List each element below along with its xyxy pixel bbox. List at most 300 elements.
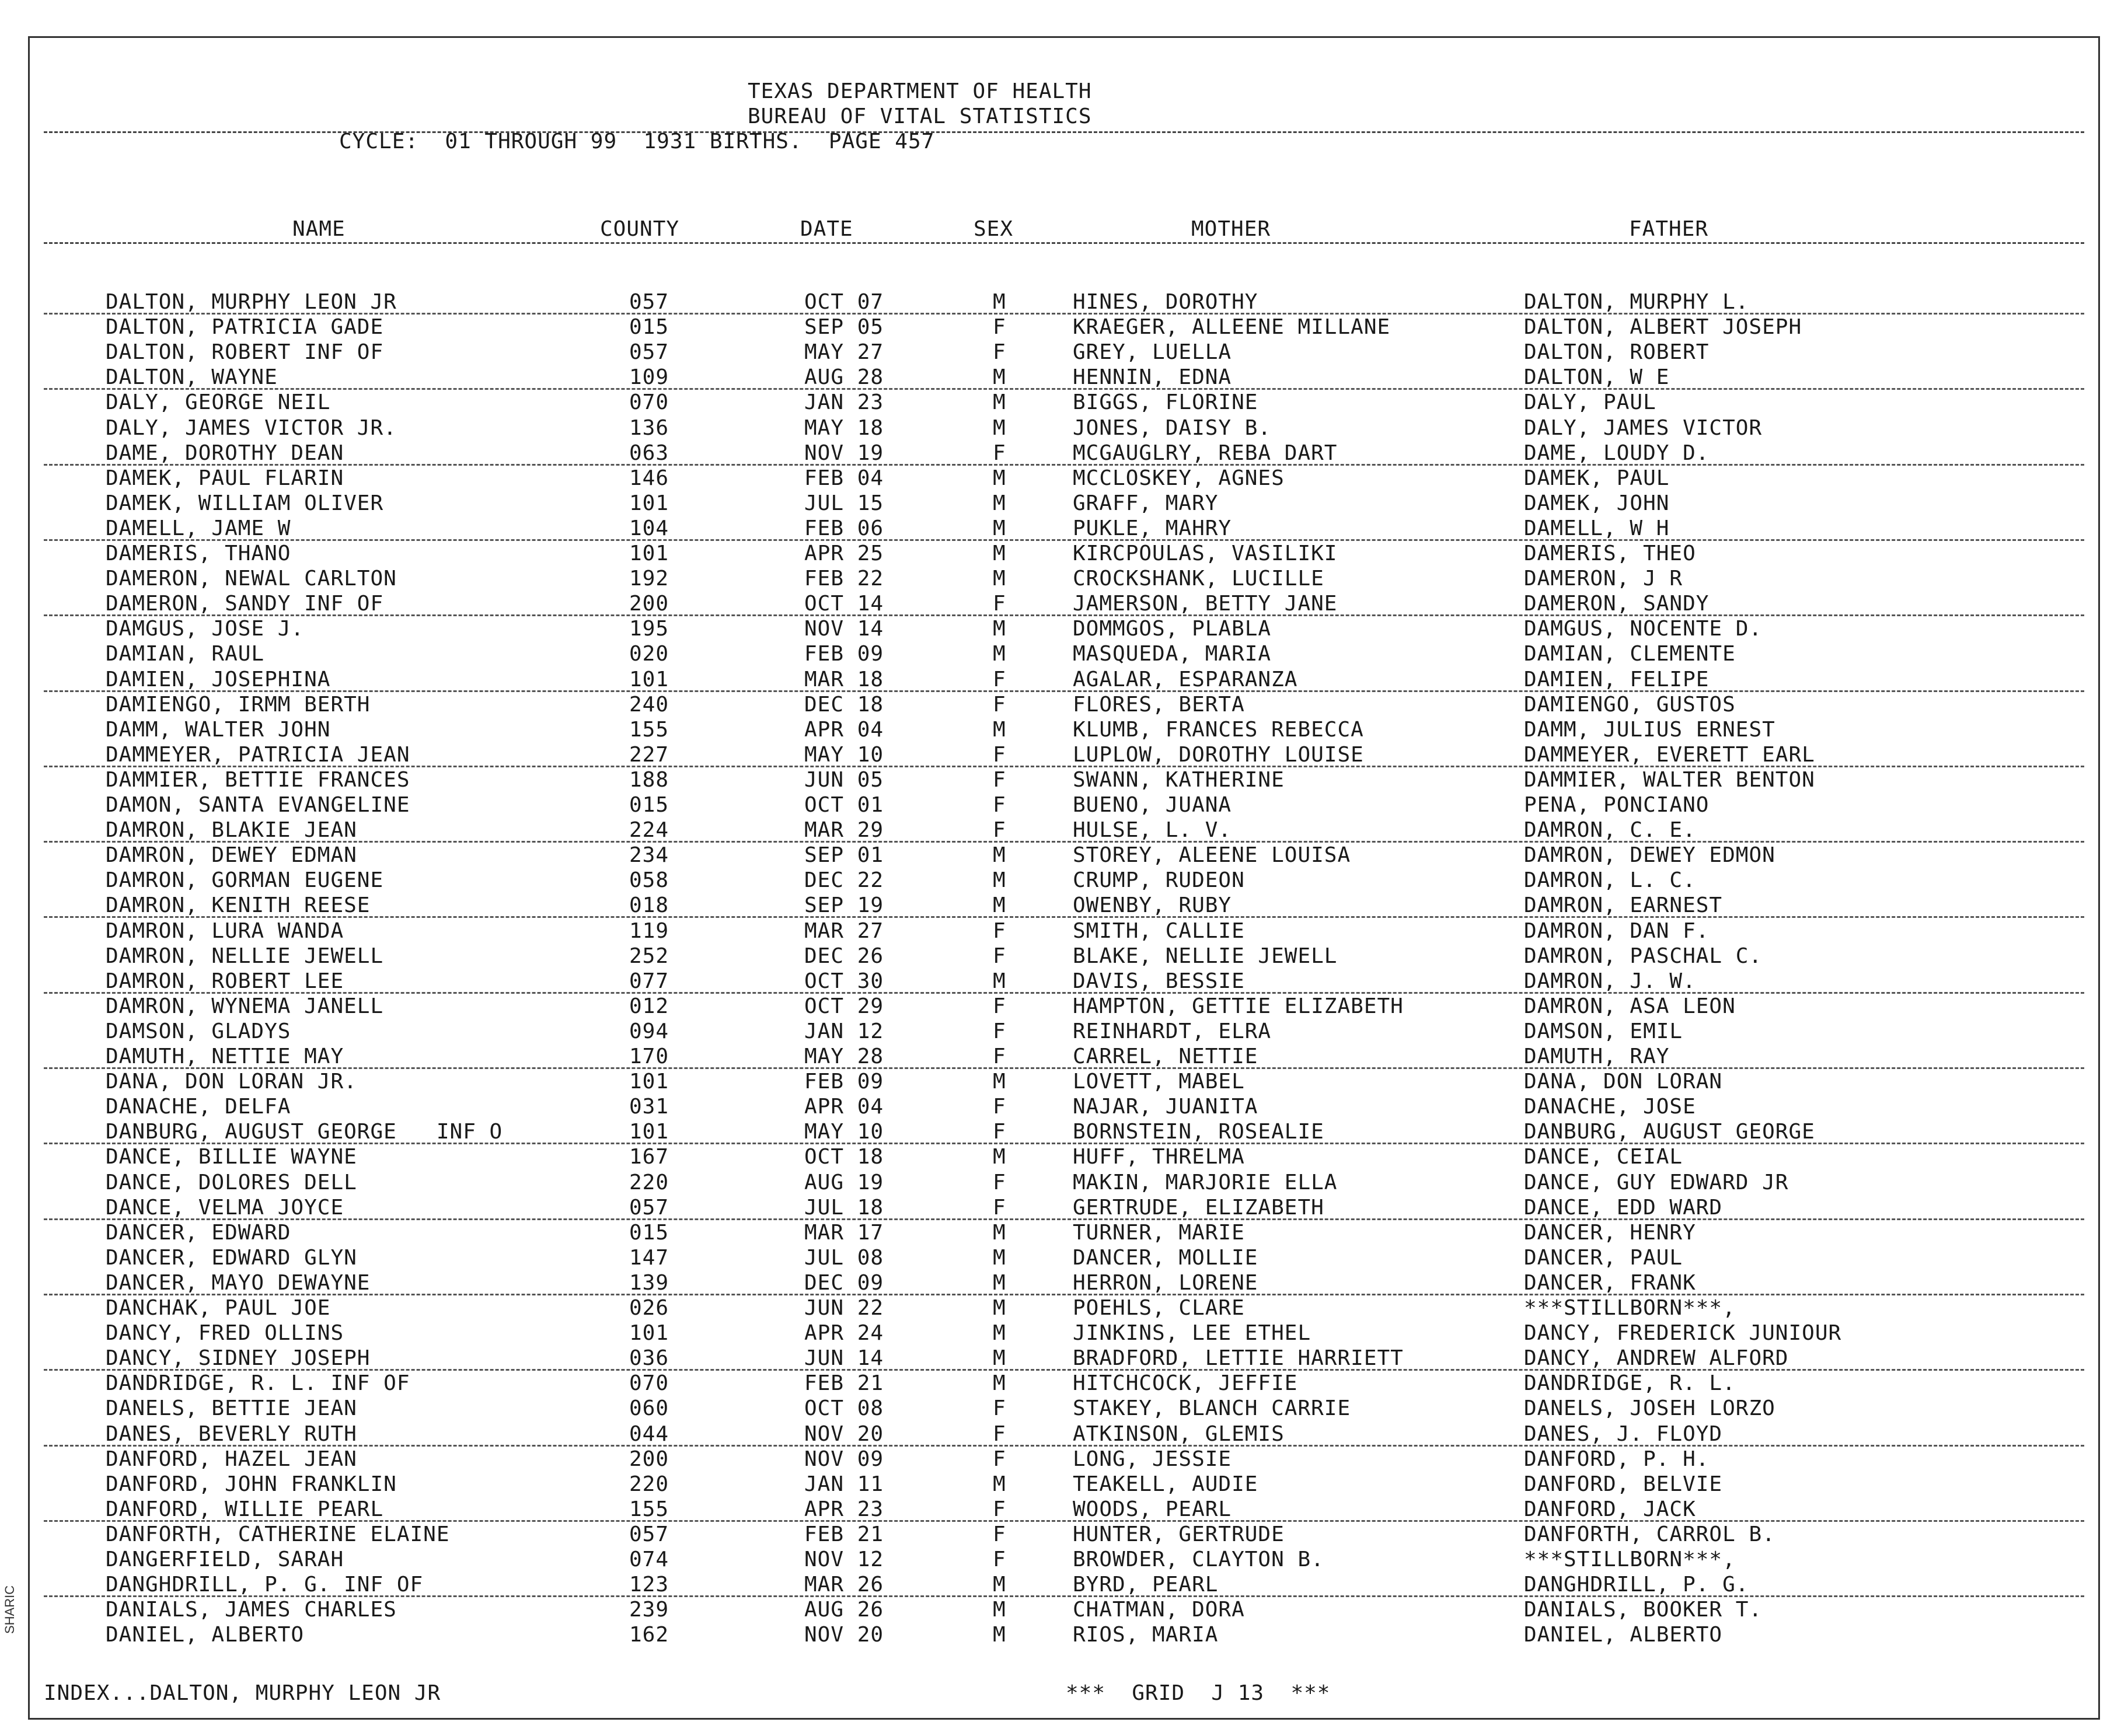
row-group-divider: [44, 1520, 2084, 1522]
cell-date: FEB 06: [804, 516, 884, 540]
cell-sex: M: [993, 1220, 1006, 1245]
table-row: [30, 1573, 2098, 1598]
cell-mother: HUNTER, GERTRUDE: [1073, 1522, 1285, 1546]
table-row: [30, 1322, 2098, 1347]
cell-sex: M: [993, 415, 1006, 440]
cell-county: 147: [629, 1245, 669, 1270]
cell-date: AUG 28: [804, 365, 884, 390]
cell-date: MAY 27: [804, 340, 884, 365]
cell-mother: CRUMP, RUDEON: [1073, 868, 1245, 893]
table-row: [30, 869, 2098, 894]
cell-name: DANFORD, HAZEL JEAN: [106, 1447, 357, 1471]
cell-date: JUN 05: [804, 767, 884, 792]
cell-county: 057: [629, 290, 669, 314]
cell-county: 123: [629, 1573, 669, 1597]
cell-name: DAMRON, GORMAN EUGENE: [106, 868, 384, 893]
cell-county: 057: [629, 1195, 669, 1220]
header-department: TEXAS DEPARTMENT OF HEALTH: [748, 79, 1092, 103]
cell-mother: NAJAR, JUANITA: [1073, 1095, 1258, 1119]
cell-county: 070: [629, 390, 669, 415]
cell-date: DEC 26: [804, 944, 884, 968]
cell-name: DAMGUS, JOSE J.: [106, 617, 305, 641]
cell-date: APR 25: [804, 542, 884, 565]
cell-mother: TURNER, MARIE: [1073, 1220, 1245, 1245]
row-group-divider: [44, 690, 2084, 692]
cell-father: DANFORD, JACK: [1524, 1497, 1696, 1521]
cell-date: FEB 09: [804, 642, 884, 666]
cell-father: DAMUTH, RAY: [1524, 1045, 1670, 1068]
cell-father: DAMSON, EMIL: [1524, 1019, 1683, 1043]
side-mark: SHARIC: [2, 1585, 17, 1634]
cell-county: 252: [629, 944, 669, 968]
cell-county: 170: [629, 1045, 669, 1068]
row-group-divider: [44, 1595, 2084, 1597]
cell-father: DAMRON, EARNEST: [1524, 893, 1723, 918]
cell-sex: F: [993, 818, 1006, 843]
cell-date: SEP 01: [804, 843, 884, 868]
cell-name: DALY, JAMES VICTOR JR.: [106, 415, 397, 440]
table-row: [30, 316, 2098, 341]
cell-father: DAMIEN, FELIPE: [1524, 667, 1710, 691]
cell-sex: M: [993, 365, 1006, 390]
cell-sex: M: [993, 893, 1006, 918]
row-group-divider: [44, 992, 2084, 994]
cell-name: DALTON, ROBERT INF OF: [106, 340, 384, 365]
cell-sex: F: [993, 1548, 1006, 1571]
row-group-divider: [44, 539, 2084, 541]
cell-name: DANFORTH, CATHERINE ELAINE: [106, 1522, 450, 1546]
row-group-divider: [44, 614, 2084, 616]
cell-county: 077: [629, 969, 669, 993]
cell-father: DANCE, EDD WARD: [1524, 1195, 1723, 1220]
cell-father: DANCER, HENRY: [1524, 1220, 1696, 1245]
cell-mother: STOREY, ALEENE LOUISA: [1073, 843, 1351, 868]
cell-mother: SWANN, KATHERINE: [1073, 767, 1285, 792]
cell-name: DAMIEN, JOSEPHINA: [106, 667, 331, 691]
cell-date: MAR 29: [804, 818, 884, 843]
cell-mother: KLUMB, FRANCES REBECCA: [1073, 717, 1364, 742]
cell-father: DAME, LOUDY D.: [1524, 441, 1710, 465]
cell-sex: M: [993, 1145, 1006, 1169]
cell-mother: BUENO, JUANA: [1073, 793, 1232, 817]
cell-sex: M: [993, 1070, 1006, 1094]
cell-mother: HERRON, LORENE: [1073, 1270, 1258, 1295]
cell-name: DAMRON, LURA WANDA: [106, 918, 344, 943]
cell-mother: MASQUEDA, MARIA: [1073, 642, 1272, 666]
cell-sex: F: [993, 944, 1006, 968]
cell-father: DALY, JAMES VICTOR: [1524, 415, 1763, 440]
cell-name: DAMRON, KENITH REESE: [106, 893, 371, 918]
cell-father: DANFORTH, CARROL B.: [1524, 1522, 1775, 1546]
cell-date: OCT 01: [804, 793, 884, 817]
row-group-divider: [44, 766, 2084, 767]
cell-mother: OWENBY, RUBY: [1073, 893, 1232, 918]
cell-mother: BYRD, PEARL: [1073, 1573, 1219, 1597]
cell-name: DAMRON, WYNEMA JANELL: [106, 994, 384, 1018]
cell-father: DANCY, FREDERICK JUNIOUR: [1524, 1321, 1842, 1346]
cell-mother: BRADFORD, LETTIE HARRIETT: [1073, 1346, 1404, 1371]
cell-father: DAMEK, PAUL: [1524, 466, 1670, 490]
cell-sex: M: [993, 567, 1006, 591]
cell-father: DANELS, JOSEH LORZO: [1524, 1396, 1775, 1421]
cell-name: DAMERON, NEWAL CARLTON: [106, 567, 397, 591]
cell-father: DAMRON, DEWEY EDMON: [1524, 843, 1775, 868]
cell-county: 188: [629, 767, 669, 792]
cell-father: DALY, PAUL: [1524, 390, 1656, 415]
header-cycle: CYCLE: 01 THROUGH 99 1931 BIRTHS. PAGE 457: [339, 130, 935, 153]
cell-mother: TEAKELL, AUDIE: [1073, 1472, 1258, 1496]
cell-father: DAMERIS, THEO: [1524, 542, 1696, 565]
cell-father: DAMERON, J R: [1524, 567, 1683, 591]
table-row: [30, 1272, 2098, 1297]
cell-sex: M: [993, 969, 1006, 993]
cell-father: DAMRON, DAN F.: [1524, 918, 1710, 943]
cell-father: DANES, J. FLOYD: [1524, 1421, 1723, 1446]
cell-mother: JAMERSON, BETTY JANE: [1073, 592, 1338, 616]
table-row: [30, 945, 2098, 970]
cell-sex: F: [993, 742, 1006, 767]
cell-date: APR 04: [804, 717, 884, 742]
cell-county: 060: [629, 1396, 669, 1421]
cell-name: DAMERON, SANDY INF OF: [106, 592, 384, 616]
cell-sex: M: [993, 1270, 1006, 1295]
row-group-divider: [44, 313, 2084, 315]
table-row: [30, 542, 2098, 567]
cell-county: 101: [629, 667, 669, 691]
cell-sex: M: [993, 1472, 1006, 1496]
row-group-divider: [44, 388, 2084, 390]
table-row: [30, 366, 2098, 391]
cell-name: DANELS, BETTIE JEAN: [106, 1396, 357, 1421]
cell-county: 220: [629, 1472, 669, 1496]
cell-sex: M: [993, 1346, 1006, 1371]
cell-sex: M: [993, 1623, 1006, 1647]
cell-county: 074: [629, 1548, 669, 1571]
cell-county: 139: [629, 1270, 669, 1295]
cell-name: DANFORD, WILLIE PEARL: [106, 1497, 384, 1521]
cell-sex: F: [993, 994, 1006, 1018]
cell-date: MAY 28: [804, 1045, 884, 1068]
cell-county: 101: [629, 542, 669, 565]
cell-date: JUL 18: [804, 1195, 884, 1220]
cell-county: 162: [629, 1623, 669, 1647]
cell-mother: DANCER, MOLLIE: [1073, 1245, 1258, 1270]
table-row: [30, 693, 2098, 718]
cell-county: 200: [629, 592, 669, 616]
cell-mother: PUKLE, MAHRY: [1073, 516, 1232, 540]
table-row: [30, 1397, 2098, 1422]
cell-date: APR 23: [804, 1497, 884, 1521]
cell-county: 224: [629, 818, 669, 843]
cell-sex: M: [993, 390, 1006, 415]
cell-father: DANCER, PAUL: [1524, 1245, 1683, 1270]
cell-date: OCT 30: [804, 969, 884, 993]
cell-county: 031: [629, 1095, 669, 1119]
column-header-father: FATHER: [1629, 217, 1709, 241]
table-row: [30, 1196, 2098, 1221]
column-header-name: NAME: [292, 217, 346, 241]
cell-county: 070: [629, 1371, 669, 1396]
document-frame: [28, 36, 2100, 1720]
table-row: [30, 668, 2098, 693]
cell-name: DALY, GEORGE NEIL: [106, 390, 331, 415]
table-row: [30, 769, 2098, 794]
table-row: [30, 844, 2098, 869]
cell-mother: MCCLOSKEY, AGNES: [1073, 466, 1285, 490]
cell-sex: M: [993, 516, 1006, 540]
cell-date: NOV 19: [804, 441, 884, 465]
cell-name: DANIALS, JAMES CHARLES: [106, 1598, 397, 1622]
cell-name: DALTON, PATRICIA GADE: [106, 315, 384, 340]
cell-mother: CARREL, NETTIE: [1073, 1045, 1258, 1068]
table-row: [30, 1498, 2098, 1523]
cell-sex: F: [993, 1396, 1006, 1421]
cell-county: 119: [629, 918, 669, 943]
cell-name: DANDRIDGE, R. L. INF OF: [106, 1371, 410, 1396]
cell-mother: HAMPTON, GETTIE ELIZABETH: [1073, 994, 1404, 1018]
cell-sex: F: [993, 1170, 1006, 1194]
cell-sex: M: [993, 868, 1006, 893]
table-row: [30, 291, 2098, 316]
cell-mother: GREY, LUELLA: [1073, 340, 1232, 365]
cell-mother: DAVIS, BESSIE: [1073, 969, 1245, 993]
cell-date: AUG 26: [804, 1598, 884, 1622]
cell-sex: F: [993, 1019, 1006, 1043]
table-row: [30, 995, 2098, 1020]
table-row: [30, 567, 2098, 592]
cell-county: 101: [629, 1321, 669, 1346]
cell-date: JUL 08: [804, 1245, 884, 1270]
cell-mother: JINKINS, LEE ETHEL: [1073, 1321, 1311, 1346]
table-row: [30, 1221, 2098, 1246]
cell-county: 192: [629, 567, 669, 591]
cell-mother: HUFF, THRELMA: [1073, 1145, 1245, 1169]
cell-county: 155: [629, 717, 669, 742]
cell-sex: M: [993, 642, 1006, 666]
cell-county: 063: [629, 441, 669, 465]
cell-father: ***STILLBORN***,: [1524, 1548, 1736, 1571]
cell-father: DANFORD, P. H.: [1524, 1447, 1710, 1471]
cell-date: OCT 08: [804, 1396, 884, 1421]
cell-father: DAMIAN, CLEMENTE: [1524, 642, 1736, 666]
cell-mother: STAKEY, BLANCH CARRIE: [1073, 1396, 1351, 1421]
table-row: [30, 1120, 2098, 1145]
cell-date: FEB 21: [804, 1371, 884, 1396]
cell-date: APR 04: [804, 1095, 884, 1119]
cell-date: APR 24: [804, 1321, 884, 1346]
cell-name: DANCY, SIDNEY JOSEPH: [106, 1346, 371, 1371]
cell-name: DAMEK, PAUL FLARIN: [106, 466, 344, 490]
table-row: [30, 642, 2098, 668]
cell-date: FEB 22: [804, 567, 884, 591]
cell-mother: BROWDER, CLAYTON B.: [1073, 1548, 1324, 1571]
cell-county: 015: [629, 1220, 669, 1245]
cell-father: DANIEL, ALBERTO: [1524, 1623, 1723, 1647]
cell-father: DAMGUS, NOCENTE D.: [1524, 617, 1763, 641]
table-row: [30, 1095, 2098, 1120]
cell-sex: F: [993, 1045, 1006, 1068]
cell-sex: F: [993, 918, 1006, 943]
cell-county: 239: [629, 1598, 669, 1622]
cell-name: DAMELL, JAME W: [106, 516, 291, 540]
cell-county: 101: [629, 1120, 669, 1144]
cell-mother: GERTRUDE, ELIZABETH: [1073, 1195, 1324, 1220]
cell-date: DEC 18: [804, 692, 884, 717]
cell-county: 136: [629, 415, 669, 440]
cell-name: DANCER, MAYO DEWAYNE: [106, 1270, 371, 1295]
cell-mother: HINES, DOROTHY: [1073, 290, 1258, 314]
table-row: [30, 1372, 2098, 1397]
column-header-sex: SEX: [974, 217, 1014, 241]
cell-mother: LOVETT, MABEL: [1073, 1070, 1245, 1094]
cell-sex: F: [993, 592, 1006, 616]
column-header-divider: [44, 242, 2084, 244]
cell-county: 101: [629, 491, 669, 515]
cell-name: DANA, DON LORAN JR.: [106, 1070, 357, 1094]
cell-father: ***STILLBORN***,: [1524, 1296, 1736, 1320]
cell-name: DANFORD, JOHN FRANKLIN: [106, 1472, 397, 1496]
cell-date: NOV 09: [804, 1447, 884, 1471]
table-row: [30, 617, 2098, 642]
cell-sex: M: [993, 491, 1006, 515]
table-row: [30, 1246, 2098, 1272]
column-header-date: DATE: [800, 217, 853, 241]
cell-date: MAY 18: [804, 415, 884, 440]
cell-date: JAN 23: [804, 390, 884, 415]
cell-name: DAMSON, GLADYS: [106, 1019, 291, 1043]
cell-sex: M: [993, 617, 1006, 641]
cell-mother: SMITH, CALLIE: [1073, 918, 1245, 943]
cell-sex: F: [993, 315, 1006, 340]
cell-sex: M: [993, 466, 1006, 490]
cell-sex: M: [993, 717, 1006, 742]
cell-name: DAME, DOROTHY DEAN: [106, 441, 344, 465]
cell-sex: F: [993, 1497, 1006, 1521]
cell-date: DEC 22: [804, 868, 884, 893]
cell-date: DEC 09: [804, 1270, 884, 1295]
cell-county: 015: [629, 315, 669, 340]
table-row: [30, 1020, 2098, 1045]
cell-father: DAMRON, L. C.: [1524, 868, 1696, 893]
cell-father: DALTON, MURPHY L.: [1524, 290, 1749, 314]
cell-county: 234: [629, 843, 669, 868]
cell-name: DANBURG, AUGUST GEORGE INF O: [106, 1120, 503, 1144]
table-row: [30, 1423, 2098, 1448]
cell-mother: MAKIN, MARJORIE ELLA: [1073, 1170, 1338, 1194]
table-row: [30, 794, 2098, 819]
cell-mother: POEHLS, CLARE: [1073, 1296, 1245, 1320]
cell-name: DANCER, EDWARD: [106, 1220, 291, 1245]
cell-date: NOV 20: [804, 1623, 884, 1647]
cell-father: DAMRON, J. W.: [1524, 969, 1696, 993]
cell-name: DAMRON, DEWEY EDMAN: [106, 843, 357, 868]
cell-mother: KIRCPOULAS, VASILIKI: [1073, 542, 1338, 565]
cell-date: JAN 12: [804, 1019, 884, 1043]
cell-mother: CHATMAN, DORA: [1073, 1598, 1245, 1622]
cell-date: AUG 19: [804, 1170, 884, 1194]
cell-father: DAMM, JULIUS ERNEST: [1524, 717, 1775, 742]
cell-mother: HENNIN, EDNA: [1073, 365, 1232, 390]
cell-date: JUN 22: [804, 1296, 884, 1320]
cell-date: NOV 14: [804, 617, 884, 641]
cell-sex: F: [993, 340, 1006, 365]
cell-name: DAMON, SANTA EVANGELINE: [106, 793, 410, 817]
cell-sex: F: [993, 441, 1006, 465]
cell-father: DAMMIER, WALTER BENTON: [1524, 767, 1815, 792]
table-row: [30, 1070, 2098, 1095]
cell-sex: F: [993, 1522, 1006, 1546]
cell-father: DAMRON, ASA LEON: [1524, 994, 1736, 1018]
table-row: [30, 1347, 2098, 1372]
cell-name: DAMUTH, NETTIE MAY: [106, 1045, 344, 1068]
cell-sex: M: [993, 290, 1006, 314]
cell-county: 036: [629, 1346, 669, 1371]
cell-sex: M: [993, 1598, 1006, 1622]
cell-mother: FLORES, BERTA: [1073, 692, 1245, 717]
table-row: [30, 1145, 2098, 1171]
cell-sex: F: [993, 667, 1006, 691]
cell-date: SEP 05: [804, 315, 884, 340]
cell-sex: F: [993, 1195, 1006, 1220]
cell-mother: RIOS, MARIA: [1073, 1623, 1219, 1647]
cell-date: OCT 14: [804, 592, 884, 616]
cell-county: 026: [629, 1296, 669, 1320]
cell-date: MAR 26: [804, 1573, 884, 1597]
table-row: [30, 442, 2098, 467]
cell-county: 101: [629, 1070, 669, 1094]
cell-mother: HITCHCOCK, JEFFIE: [1073, 1371, 1298, 1396]
cell-name: DANGHDRILL, P. G. INF OF: [106, 1573, 424, 1597]
cell-name: DAMMIER, BETTIE FRANCES: [106, 767, 410, 792]
column-header-county: COUNTY: [600, 217, 680, 241]
cell-father: DANCE, CEIAL: [1524, 1145, 1683, 1169]
cell-father: DANCY, ANDREW ALFORD: [1524, 1346, 1789, 1371]
cell-date: MAY 10: [804, 742, 884, 767]
cell-sex: F: [993, 1120, 1006, 1144]
cell-father: DANGHDRILL, P. G.: [1524, 1573, 1749, 1597]
table-row: [30, 970, 2098, 995]
cell-father: DAMRON, C. E.: [1524, 818, 1696, 843]
table-row: [30, 341, 2098, 366]
cell-county: 020: [629, 642, 669, 666]
table-row: [30, 467, 2098, 492]
cell-mother: REINHARDT, ELRA: [1073, 1019, 1272, 1043]
footer-index: INDEX...DALTON, MURPHY LEON JR: [44, 1681, 441, 1705]
cell-date: SEP 19: [804, 893, 884, 918]
cell-mother: KRAEGER, ALLEENE MILLANE: [1073, 315, 1391, 340]
cell-mother: CROCKSHANK, LUCILLE: [1073, 567, 1324, 591]
cell-sex: M: [993, 1245, 1006, 1270]
cell-father: DAMMEYER, EVERETT EARL: [1524, 742, 1815, 767]
row-group-divider: [44, 1369, 2084, 1371]
cell-name: DAMERIS, THANO: [106, 542, 291, 565]
cell-county: 015: [629, 793, 669, 817]
cell-name: DAMRON, BLAKIE JEAN: [106, 818, 357, 843]
cell-date: NOV 20: [804, 1421, 884, 1446]
cell-date: FEB 04: [804, 466, 884, 490]
cell-county: 220: [629, 1170, 669, 1194]
cell-father: DAMEK, JOHN: [1524, 491, 1670, 515]
cell-name: DANACHE, DELFA: [106, 1095, 291, 1119]
cell-father: DANA, DON LORAN: [1524, 1070, 1723, 1094]
cell-date: NOV 12: [804, 1548, 884, 1571]
cell-county: 146: [629, 466, 669, 490]
cell-father: DANBURG, AUGUST GEORGE: [1524, 1120, 1815, 1144]
table-row: [30, 819, 2098, 844]
cell-father: DAMRON, PASCHAL C.: [1524, 944, 1763, 968]
cell-name: DAMMEYER, PATRICIA JEAN: [106, 742, 410, 767]
cell-mother: GRAFF, MARY: [1073, 491, 1219, 515]
